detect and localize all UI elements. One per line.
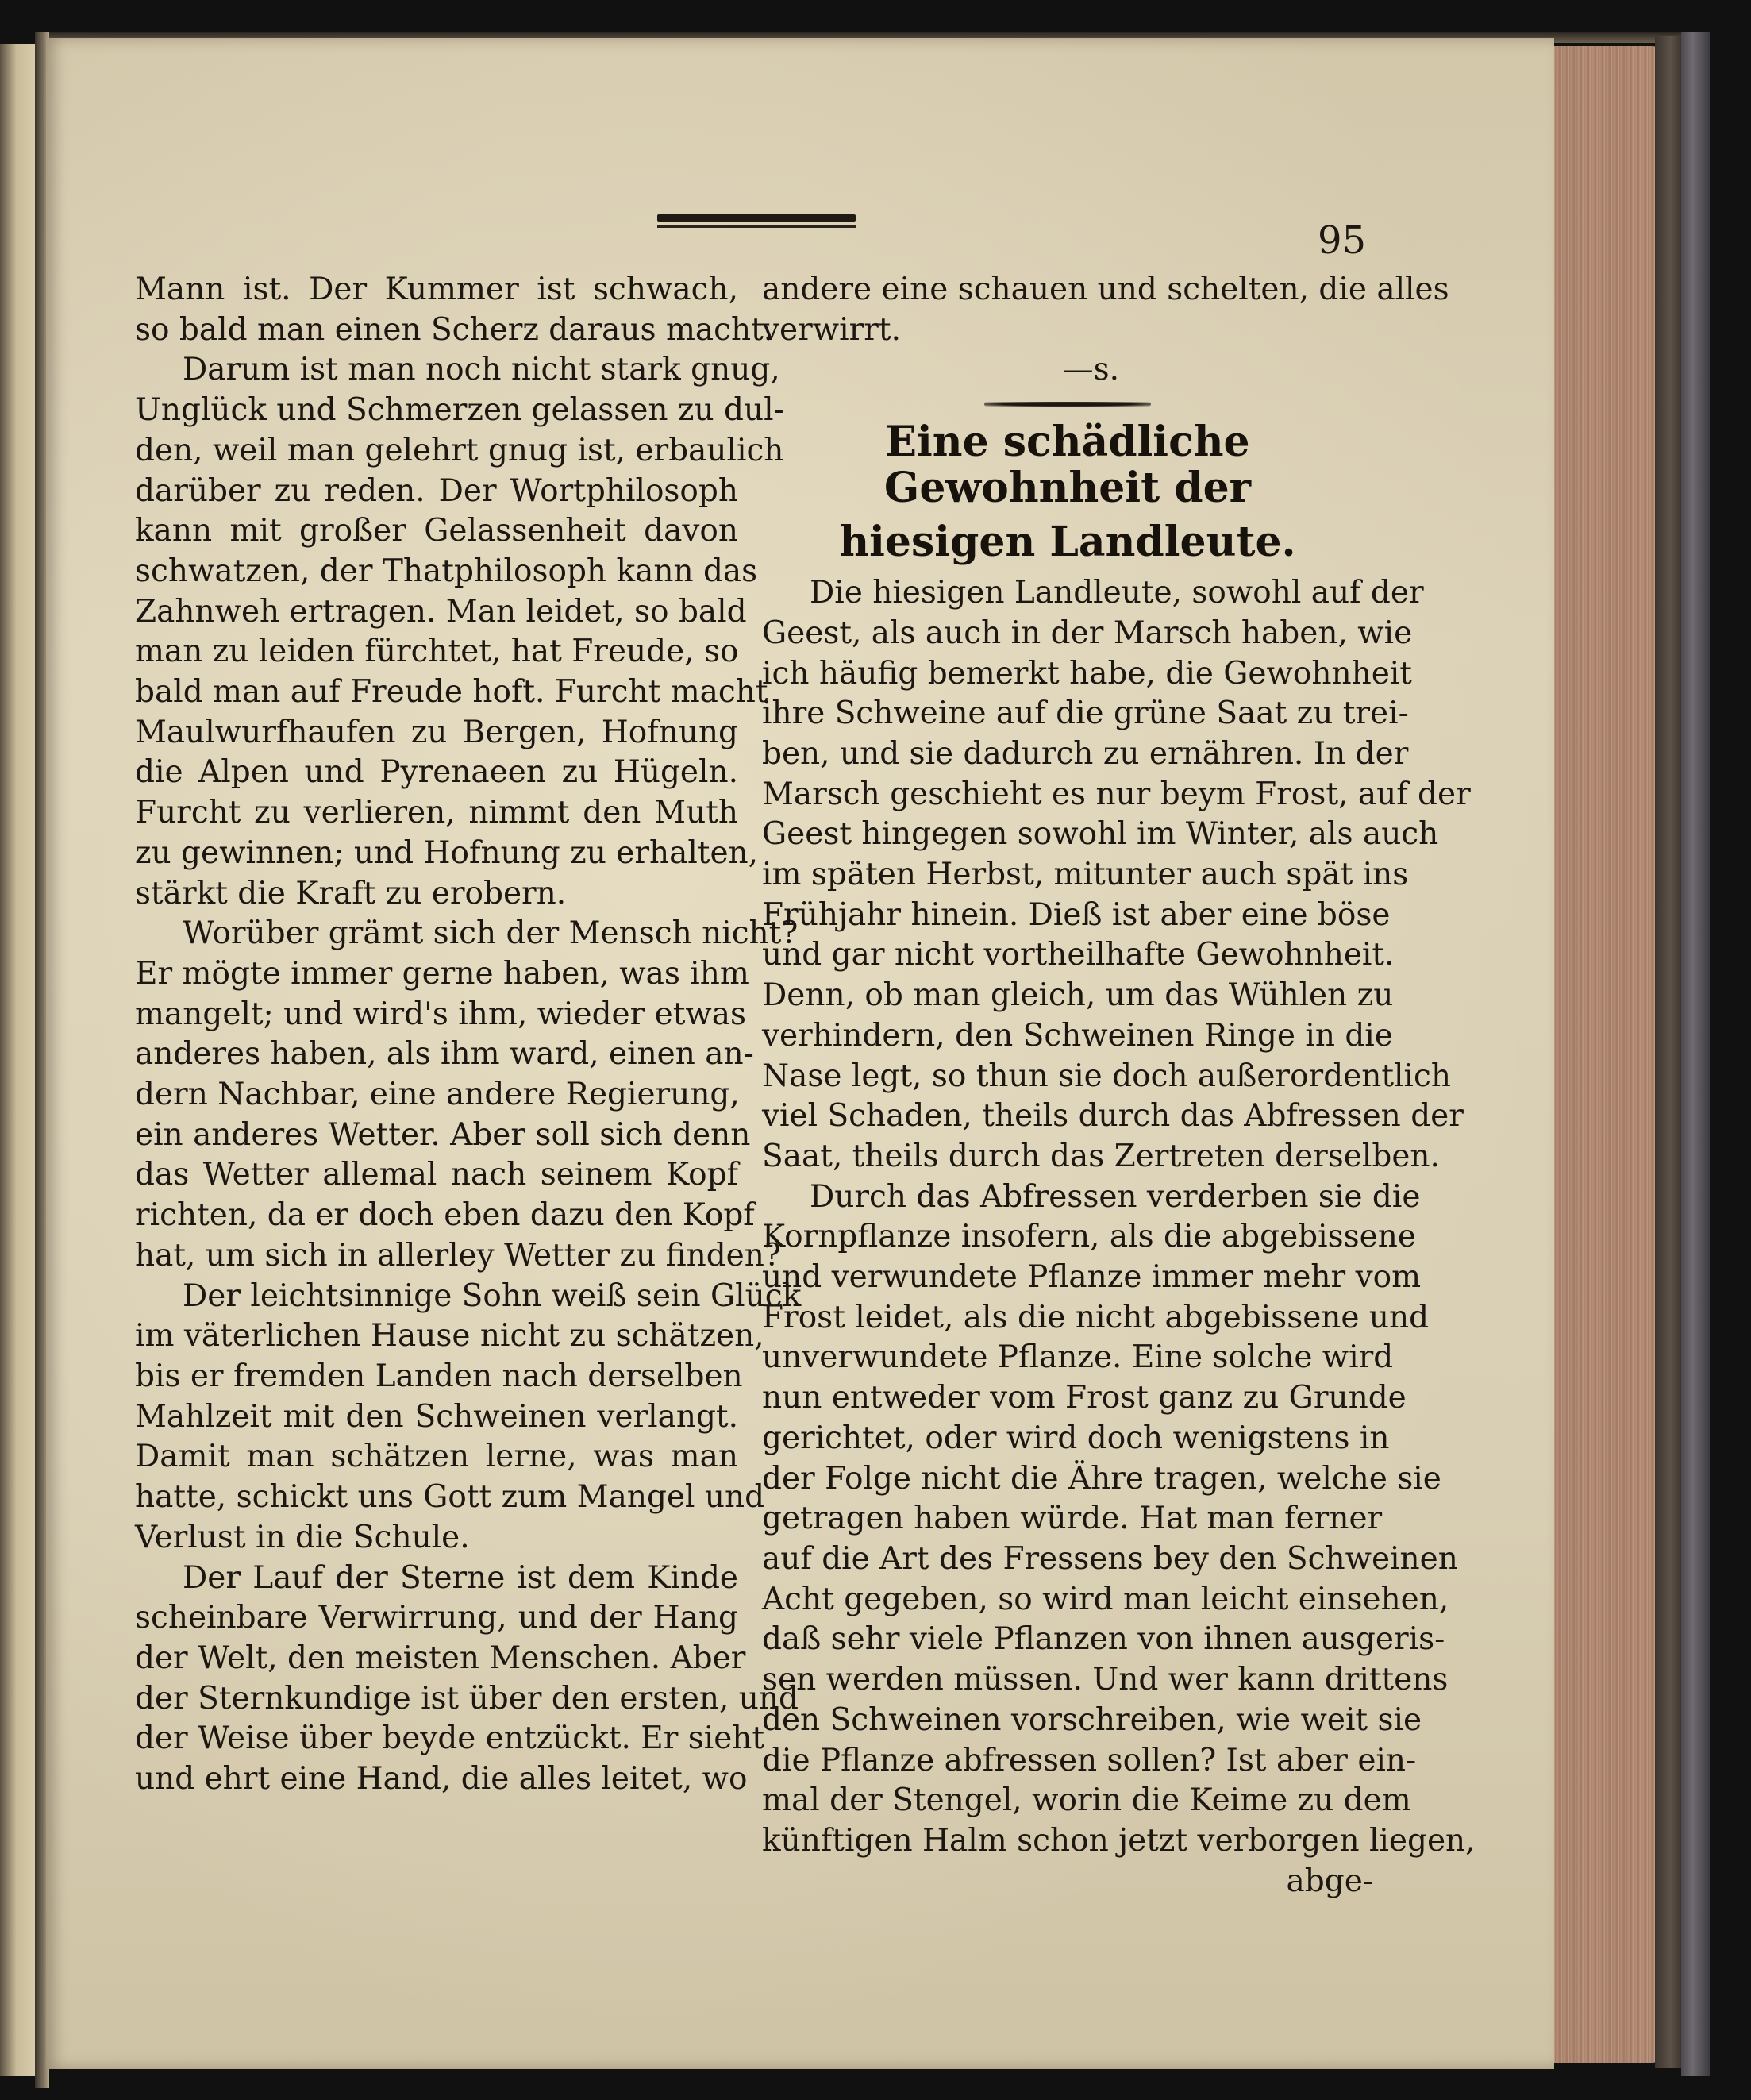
text-line: Darum ist man noch nicht stark gnug, [183, 352, 780, 388]
text-line: im späten Herbst, mitunter auch spät ins [762, 857, 1409, 893]
text-line: der Weise über beyde entzückt. Er sieht [135, 1720, 765, 1757]
text-line: ich häufig bemerkt habe, die Gewohnheit [762, 655, 1412, 692]
text-line: ben, und sie dadurch zu ernähren. In der [762, 735, 1409, 772]
text-line: Durch das Abfressen verderben sie die [810, 1178, 1421, 1215]
text-line: so bald man einen Scherz daraus macht. [135, 311, 774, 348]
signature: —s. [1062, 352, 1119, 388]
page-number: 95 [1318, 218, 1367, 263]
text-line: der Folge nicht die Ähre tragen, welche sie [762, 1460, 1441, 1497]
text-line: im väterlichen Hause nicht zu schätzen, [135, 1318, 764, 1354]
article-heading-line-1: Eine schädliche Gewohnheit der [883, 418, 1252, 513]
text-line: verhindern, den Schweinen Ringe in die [762, 1017, 1393, 1054]
text-line: Zahnweh ertragen. Man leidet, so bald [135, 593, 747, 630]
text-line: richten, da er doch eben dazu den Kopf [135, 1197, 755, 1234]
text-line: hatte, schickt uns Gott zum Mangel und [135, 1479, 765, 1516]
header-rule-thin [657, 225, 856, 228]
text-line: künftigen Halm schon jetzt verborgen liegen, [762, 1822, 1476, 1859]
text-line: Frühjahr hinein. Dieß ist aber eine böse [762, 896, 1391, 933]
text-line: die Pflanze abfressen sollen? Ist aber ein- [762, 1742, 1417, 1778]
text-line: Nase legt, so thun sie doch außerordentlich [762, 1058, 1451, 1094]
text-line: schwatzen, der Thatphilosoph kann das [135, 553, 758, 589]
continued-paragraph [762, 270, 1449, 350]
text-line: sen werden müssen. Und wer kann drittens [762, 1662, 1449, 1698]
text-line: ihre Schweine auf die grüne Saat zu trei- [762, 696, 1409, 732]
text-line: Die hiesigen Landleute, sowohl auf der [810, 575, 1424, 611]
book-cover-edge [1681, 32, 1710, 2076]
text-line: darüber zu reden. Der Wortphilosoph [135, 472, 738, 509]
text-line: und verwundete Pflanze immer mehr vom [762, 1259, 1422, 1296]
header-rule [657, 214, 856, 222]
text-line: nun entweder vom Frost ganz zu Grunde [762, 1380, 1407, 1416]
text-line: der Sternkundige ist über den ersten, und [135, 1680, 799, 1717]
text-line: hat, um sich in allerley Wetter zu finden? [135, 1237, 781, 1273]
text-line: Saat, theils durch das Zertreten derselben. [762, 1138, 1440, 1174]
text-line: Mahlzeit mit den Schweinen verlangt. [135, 1398, 738, 1435]
text-line: Der leichtsinnige Sohn weiß sein Glück [183, 1277, 802, 1314]
text-line: zu gewinnen; und Hofnung zu erhalten, [135, 834, 759, 871]
text-line: das Wetter allemal nach seinem Kopf [135, 1157, 738, 1193]
text-line: daß sehr viele Pflanzen von ihnen ausgeris- [762, 1621, 1445, 1658]
text-line: Frost leidet, als die nicht abgebissene und [762, 1299, 1430, 1335]
text-line: Denn, ob man gleich, um das Wühlen zu [762, 977, 1394, 1014]
text-line: verwirrt. [762, 311, 901, 348]
text-line: dern Nachbar, eine andere Regierung, [135, 1077, 740, 1113]
text-line: anderes haben, als ihm ward, einen an- [135, 1036, 754, 1073]
article-body [762, 573, 1476, 1862]
right-column [762, 270, 1476, 1902]
text-line: und gar nicht vortheilhafte Gewohnheit. [762, 937, 1395, 973]
text-line: ein anderes Wetter. Aber soll sich denn [135, 1116, 751, 1153]
text-line: Acht gegeben, so wird man leicht einsehen, [762, 1581, 1449, 1617]
text-line: Mann ist. Der Kummer ist schwach, [135, 272, 738, 307]
section-separator [984, 402, 1151, 407]
text-line: mangelt; und wird's ihm, wieder etwas [135, 996, 747, 1032]
text-line: stärkt die Kraft zu erobern. [135, 875, 567, 911]
text-line: Maulwurfhaufen zu Bergen, Hofnung [135, 714, 738, 750]
text-line: Kornpflanze insofern, als die abgebissene [762, 1219, 1416, 1255]
left-column [135, 270, 802, 1800]
text-line: Furcht zu verlieren, nimmt den Muth [135, 795, 738, 831]
text-line: die Alpen und Pyrenaeen zu Hügeln. [135, 754, 738, 791]
text-line: Verlust in die Schule. [135, 1519, 470, 1555]
signature-line [762, 350, 1373, 391]
text-line: auf die Art des Fressens bey den Schweinen [762, 1540, 1458, 1577]
text-line: bald man auf Freude hoft. Furcht macht [135, 674, 768, 711]
text-line: getragen haben würde. Hat man ferner [762, 1501, 1383, 1537]
catchword: abge- [1286, 1863, 1373, 1899]
text-line: Unglück und Schmerzen gelassen zu dul- [135, 392, 784, 429]
text-line: mal der Stengel, worin die Keime zu dem [762, 1782, 1411, 1819]
text-line: Damit man schätzen lerne, was man [135, 1439, 738, 1475]
text-line: der Welt, den meisten Menschen. Aber [135, 1640, 746, 1676]
text-line: Marsch geschieht es nur beym Frost, auf der [762, 776, 1471, 812]
text-line: Der Lauf der Sterne ist dem Kinde [183, 1559, 738, 1596]
text-line: den Schweinen vorschreiben, wie weit sie [762, 1701, 1422, 1738]
page-edges-stack [1548, 46, 1659, 2063]
text-line: unverwundete Pflanze. Eine solche wird [762, 1339, 1394, 1376]
text-line: Worüber grämt sich der Mensch nicht? [183, 915, 799, 952]
article-heading-line-2: hiesigen Landleute. [839, 518, 1296, 567]
text-line: Er mögte immer gerne haben, was ihm [135, 955, 749, 992]
text-line: andere eine schauen und schelten, die alles [762, 272, 1449, 307]
text-line: kann mit großer Gelassenheit davon [135, 513, 738, 549]
text-line: gerichtet, oder wird doch wenigstens in [762, 1420, 1390, 1456]
text-line: man zu leiden fürchtet, hat Freude, so [135, 634, 739, 670]
text-line: viel Schaden, theils durch das Abfressen der [762, 1098, 1464, 1135]
text-line: Geest hingegen sowohl im Winter, als auch [762, 816, 1439, 853]
text-line: bis er fremden Landen nach derselben [135, 1358, 743, 1394]
text-line: und ehrt eine Hand, die alles leitet, wo [135, 1761, 748, 1798]
text-line: Geest, als auch in der Marsch haben, wie [762, 615, 1413, 651]
text-line: scheinbare Verwirrung, und der Hang [135, 1600, 738, 1636]
text-line: den, weil man gelehrt gnug ist, erbaulich [135, 432, 784, 468]
